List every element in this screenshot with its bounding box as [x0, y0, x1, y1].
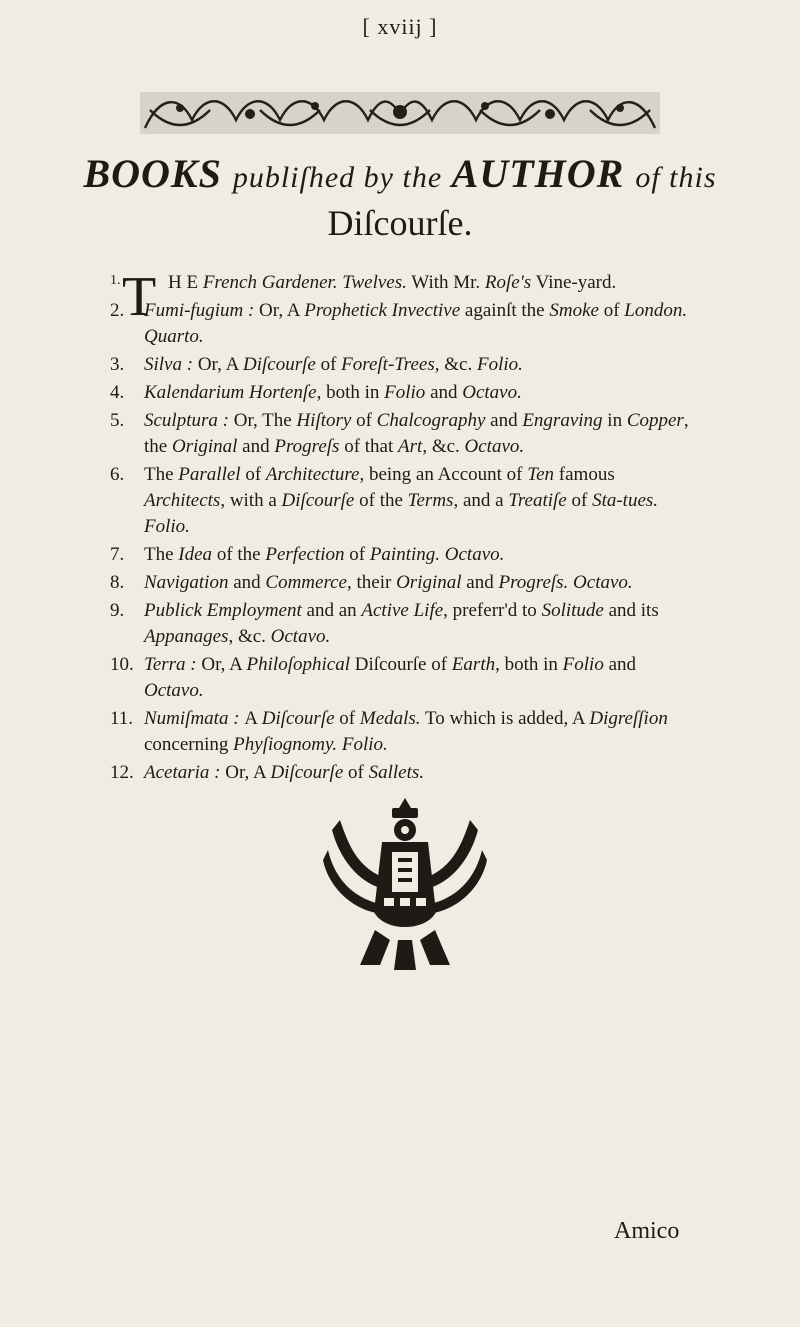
ornamental-headpiece [140, 90, 660, 136]
entry-text-italic: Octavo. [464, 436, 525, 457]
page-signature: [ xviij ] [362, 14, 438, 39]
entry-text-italic: Medals. [359, 708, 421, 729]
entry-text-italic: Diſcourſe [281, 490, 355, 511]
entry-text: of [598, 300, 625, 321]
entry-text-italic: Phyſiognomy. Folio. [233, 734, 388, 755]
entry-text: Or, A [225, 762, 271, 783]
entry-text-italic: Idea [178, 544, 213, 565]
entry-text-italic: Folio. [476, 354, 523, 375]
entry-text-italic: Treatiſe [508, 490, 567, 511]
entry-text-italic: Numiſmata : [144, 708, 245, 729]
entry-text-italic: Octavo. [144, 680, 204, 701]
entry-text-italic: Terra : [144, 654, 202, 675]
drop-cap: T [122, 266, 157, 328]
entry-text: and its [603, 600, 659, 621]
title-books: BOOKS [83, 151, 222, 196]
entry-text-italic: Original [396, 572, 462, 593]
entry-text: concerning [144, 734, 234, 755]
entry-text: Or, A [197, 354, 243, 375]
entry-text-italic: Digreſſion [589, 708, 668, 729]
title-line-2: Diſcourſe. [327, 203, 473, 243]
printers-device-eagle-icon [320, 790, 490, 980]
entry-text: Diſcourſe of [349, 654, 452, 675]
entry-text-italic: Art [398, 436, 423, 457]
entry-text: To which is added, A [420, 708, 590, 729]
entry-text-italic: Folio [562, 654, 604, 675]
entry-text-italic: Hiſtory [296, 410, 352, 431]
entry-text: , being an Account of [359, 464, 528, 485]
entry-text: of [566, 490, 593, 511]
title-of-this: of this [635, 161, 717, 194]
entry-text-italic: Publick Employment [144, 600, 302, 621]
entry-text-italic: Chalcography [376, 410, 486, 431]
list-item [110, 352, 700, 378]
entry-text-italic: Roſe's [484, 272, 532, 293]
entry-text: and [485, 410, 523, 431]
title-published-by: publiſhed by the [232, 161, 443, 194]
entry-text: and an [301, 600, 362, 621]
entry-text-italic: Appanages [144, 626, 229, 647]
entry-text: of [334, 708, 360, 729]
entry-number: 4. [110, 382, 125, 403]
entry-text-italic: London. Quarto. [144, 300, 688, 347]
entry-text-italic: Architects [144, 490, 221, 511]
entry-text: of [343, 762, 369, 783]
entry-text: , &c. [422, 436, 465, 457]
entry-text-italic: Parallel [178, 464, 241, 485]
entry-text-italic: Painting. Octavo. [369, 544, 505, 565]
entry-text-italic: Prophetick Invective [304, 300, 461, 321]
list-item [110, 598, 700, 650]
entry-text-italic: Acetaria : [144, 762, 226, 783]
entry-text: of [240, 464, 266, 485]
entry-text: Or, A [259, 300, 305, 321]
entry-text: Or, A [201, 654, 247, 675]
entry-text: and [228, 572, 266, 593]
entry-number: 5. [110, 410, 125, 431]
entry-text: of that [339, 436, 399, 457]
entry-text-italic: French Gardener. Twelves. [202, 272, 407, 293]
entry-text: , &c. [228, 626, 271, 647]
catchword: Amico [614, 1218, 680, 1244]
entry-text-italic: Philoſophical [246, 654, 350, 675]
entry-text-italic: Octavo. [462, 382, 522, 403]
entry-text: , and a [453, 490, 509, 511]
entry-text: , their [347, 572, 397, 593]
entry-text: A [244, 708, 262, 729]
entry-text-italic: Earth [451, 654, 496, 675]
entry-text-italic: Progreſs. Octavo. [498, 572, 633, 593]
entry-text: againſt the [460, 300, 550, 321]
entry-text: and [461, 572, 499, 593]
entry-number: 9. [110, 600, 125, 621]
entry-text-italic: Sta-tues. Folio. [144, 490, 659, 537]
entry-text: , &c. [434, 354, 477, 375]
entry-text-italic: Copper [626, 410, 684, 431]
entry-text: of [344, 544, 370, 565]
title-line-1 [0, 150, 800, 197]
entry-text: H E [168, 272, 203, 293]
entry-text-italic: Fumi-fugium : [144, 300, 260, 321]
entry-number: 7. [110, 544, 125, 565]
entry-text-italic: Ten [527, 464, 555, 485]
entry-text-italic: Active Life [361, 600, 444, 621]
list-item [110, 298, 700, 350]
entry-text-italic: Diſcourſe [243, 354, 316, 375]
entry-number: 3. [110, 354, 125, 375]
entry-number: 1. [110, 273, 121, 288]
list-item [110, 570, 700, 596]
entry-text-italic: Engraving [522, 410, 603, 431]
list-item [110, 706, 700, 758]
entry-text: Vine-yard. [531, 272, 617, 293]
entry-text: The [144, 544, 179, 565]
entry-text: of [315, 354, 342, 375]
entry-text: , both in [316, 382, 385, 403]
entry-text: and [237, 436, 275, 457]
entry-number: 11. [110, 708, 134, 729]
entry-text: Or, The [233, 410, 297, 431]
list-item [110, 408, 700, 460]
list-item [110, 462, 700, 540]
entry-text-italic: Diſcourſe [270, 762, 344, 783]
entry-text-italic: Silva : [144, 354, 198, 375]
entry-number: 2. [110, 300, 125, 321]
entry-number: 6. [110, 464, 125, 485]
list-item [110, 760, 700, 786]
entry-text: With Mr. [406, 272, 485, 293]
list-item [110, 542, 700, 568]
entry-text-italic: Diſcourſe [261, 708, 335, 729]
title-author: AUTHOR [451, 151, 625, 196]
list-item [110, 652, 700, 704]
entry-text-italic: Folio [384, 382, 426, 403]
entry-text-italic: Perfection [265, 544, 345, 565]
entry-text-italic: Kalendarium Hortenſe [144, 382, 317, 403]
entry-text-italic: Commerce [265, 572, 347, 593]
entry-text-italic: Sculptura : [144, 410, 234, 431]
entry-text-italic: Solitude [541, 600, 604, 621]
entry-text-italic: Foreſt-Trees [341, 354, 435, 375]
entry-text: , the [144, 410, 689, 457]
entry-text: , both in [495, 654, 563, 675]
list-item [110, 380, 700, 406]
entry-text: The [144, 464, 179, 485]
entry-text-italic: Terms [407, 490, 454, 511]
entry-text-italic: Progreſs [274, 436, 340, 457]
entry-text-italic: Navigation [144, 572, 229, 593]
entry-number: 8. [110, 572, 125, 593]
entry-text: and [425, 382, 463, 403]
entry-text: of [351, 410, 377, 431]
entry-text: and [603, 654, 637, 675]
entry-text: famous [554, 464, 615, 485]
entry-number: 12. [110, 762, 134, 783]
entry-text: , with a [220, 490, 282, 511]
entry-number: 10. [110, 654, 134, 675]
entry-text: of the [212, 544, 266, 565]
entry-text-italic: Architecture [265, 464, 360, 485]
entry-text-italic: Smoke [549, 300, 599, 321]
book-list [110, 266, 700, 788]
entry-text: of the [354, 490, 408, 511]
entry-text-italic: Original [171, 436, 238, 457]
entry-text: , preferr'd to [443, 600, 542, 621]
entry-text-italic: Octavo. [270, 626, 331, 647]
entry-text-italic: Sallets. [368, 762, 425, 783]
entry-text: in [602, 410, 627, 431]
